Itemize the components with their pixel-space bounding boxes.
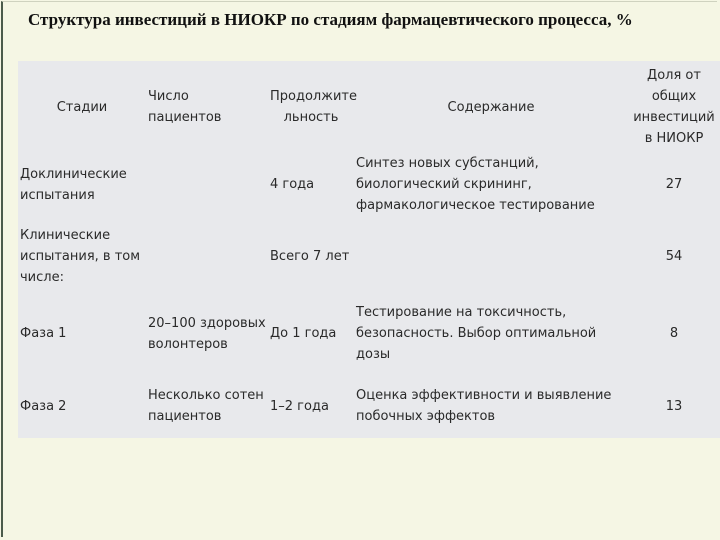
cell-patients: Несколько сотен пациентов [148,388,264,424]
cell-share: 27 [665,177,683,192]
cell-stage: Фаза 1 [20,326,67,341]
cell-stage: Фаза 2 [20,398,67,414]
cell-stage: Клинические испытания, в том числе: [20,228,141,285]
cell-content: Синтез новых субстанций, биологический скрининг, фармакологическое тестирование [356,156,595,213]
cell-share: 8 [669,326,679,341]
header-duration: Продолжите льность [270,89,357,125]
cell-duration: 4 года [270,177,315,192]
cell-stage: Доклинические испытания [20,166,127,203]
cell-patients [146,153,268,216]
slide-title: Структура инвестиций в НИОКР по стадиям фармацевтического процесса, % [28,10,633,29]
cell-patients: 20–100 здоровых волонтеров [148,315,266,352]
table-row [18,297,720,370]
cell-duration: 1–2 года [270,398,329,414]
header-stage: Стадии [56,99,108,115]
cell-content: Тестирование на токсичность, безопасность. Выбор оптимальной дозы [356,305,597,362]
cell-duration: До 1 года [270,326,337,341]
cell-duration: Всего 7 лет [270,249,350,264]
header-patients: Число пациентов [148,89,222,125]
cell-content [354,216,628,297]
cell-content: Оценка эффективности и выявление побочных эффектов [356,388,612,424]
cell-patients [146,216,268,297]
header-share: Доля от общих инвестиций в НИОКР [633,68,715,146]
cell-share: 13 [665,398,683,414]
investment-table [18,61,720,438]
table-row [18,153,720,216]
table-header-row [18,61,720,153]
cell-share: 54 [665,249,683,264]
table-row [18,216,720,297]
table-row [18,370,720,442]
header-content: Содержание [447,99,535,115]
